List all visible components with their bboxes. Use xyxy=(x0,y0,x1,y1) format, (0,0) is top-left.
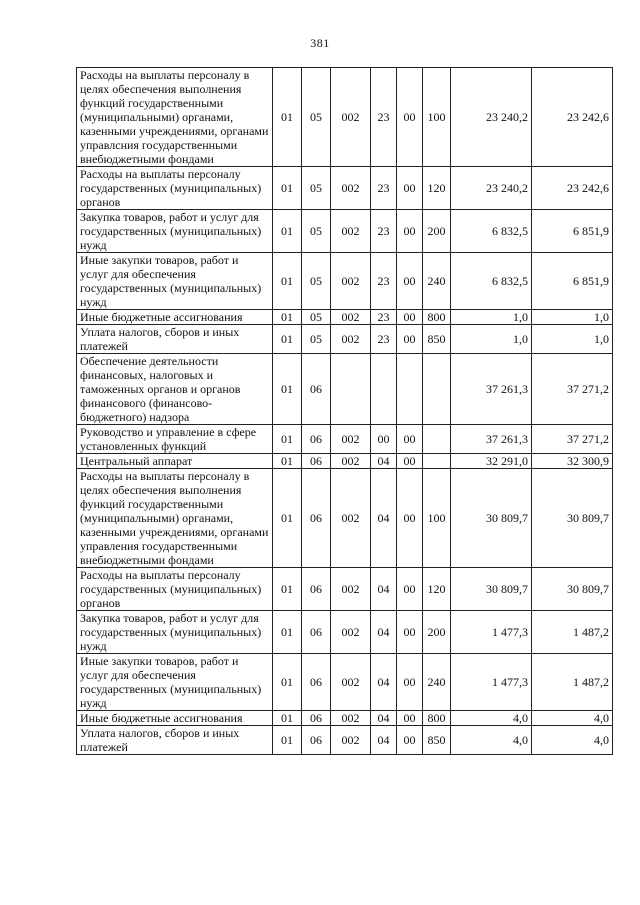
cell-c1: 002 xyxy=(331,310,371,325)
cell-pr: 06 xyxy=(302,611,331,654)
table-row xyxy=(77,425,613,454)
cell-c2: 04 xyxy=(371,469,397,568)
cell-c2: 23 xyxy=(371,68,397,167)
cell-c3: 00 xyxy=(397,325,423,354)
cell-v1: 37 261,3 xyxy=(451,425,532,454)
cell-c3: 00 xyxy=(397,711,423,726)
row-name: Закупка товаров, работ и услуг для государственных (муниципальных) нужд xyxy=(77,611,273,654)
cell-c3: 00 xyxy=(397,68,423,167)
cell-c1 xyxy=(331,354,371,425)
cell-vr xyxy=(423,354,451,425)
cell-c1: 002 xyxy=(331,454,371,469)
cell-c3: 00 xyxy=(397,568,423,611)
cell-v2: 1,0 xyxy=(532,325,613,354)
cell-pr: 05 xyxy=(302,68,331,167)
cell-c1: 002 xyxy=(331,654,371,711)
cell-c2: 23 xyxy=(371,325,397,354)
row-name: Иные закупки товаров, работ и услуг для обеспечения государственных (муниципальных) нужд xyxy=(77,253,273,310)
cell-v2: 1,0 xyxy=(532,310,613,325)
cell-rz: 01 xyxy=(273,726,302,755)
cell-rz: 01 xyxy=(273,68,302,167)
cell-vr: 200 xyxy=(423,210,451,253)
row-name: Руководство и управление в сфере установленных функций xyxy=(77,425,273,454)
row-name: Расходы на выплаты персоналу в целях обеспечения выполнения функций государственными (муниципальными) органами, казенными учреждениями, органами управления государственными внебюджетными фондами xyxy=(77,469,273,568)
cell-c2: 04 xyxy=(371,454,397,469)
cell-c2: 04 xyxy=(371,654,397,711)
cell-vr: 800 xyxy=(423,711,451,726)
cell-rz: 01 xyxy=(273,210,302,253)
budget-table xyxy=(76,67,613,755)
table-row xyxy=(77,310,613,325)
cell-c3: 00 xyxy=(397,611,423,654)
cell-rz: 01 xyxy=(273,454,302,469)
row-name: Обеспечение деятельности финансовых, налоговых и таможенных органов и органов финансового (финансово-бюджетного) надзора xyxy=(77,354,273,425)
cell-c2: 04 xyxy=(371,611,397,654)
cell-rz: 01 xyxy=(273,469,302,568)
cell-vr: 240 xyxy=(423,253,451,310)
cell-c3: 00 xyxy=(397,167,423,210)
cell-pr: 06 xyxy=(302,726,331,755)
cell-pr: 05 xyxy=(302,325,331,354)
table-row xyxy=(77,210,613,253)
cell-vr xyxy=(423,425,451,454)
cell-rz: 01 xyxy=(273,325,302,354)
cell-v1: 6 832,5 xyxy=(451,210,532,253)
cell-vr: 100 xyxy=(423,68,451,167)
cell-v2: 30 809,7 xyxy=(532,469,613,568)
cell-v2: 37 271,2 xyxy=(532,425,613,454)
cell-rz: 01 xyxy=(273,711,302,726)
cell-c1: 002 xyxy=(331,325,371,354)
cell-v1: 30 809,7 xyxy=(451,469,532,568)
cell-v2: 23 242,6 xyxy=(532,68,613,167)
cell-v2: 1 487,2 xyxy=(532,611,613,654)
cell-c3: 00 xyxy=(397,654,423,711)
row-name: Центральный аппарат xyxy=(77,454,273,469)
cell-c2: 23 xyxy=(371,167,397,210)
cell-c2: 23 xyxy=(371,310,397,325)
cell-c2: 23 xyxy=(371,210,397,253)
cell-c2: 23 xyxy=(371,253,397,310)
cell-v1: 6 832,5 xyxy=(451,253,532,310)
cell-v1: 4,0 xyxy=(451,726,532,755)
cell-v2: 32 300,9 xyxy=(532,454,613,469)
cell-rz: 01 xyxy=(273,425,302,454)
cell-v2: 6 851,9 xyxy=(532,210,613,253)
cell-v1: 1 477,3 xyxy=(451,611,532,654)
cell-pr: 06 xyxy=(302,568,331,611)
cell-c1: 002 xyxy=(331,253,371,310)
cell-v1: 37 261,3 xyxy=(451,354,532,425)
cell-rz: 01 xyxy=(273,253,302,310)
cell-v2: 30 809,7 xyxy=(532,568,613,611)
table-row xyxy=(77,68,613,167)
cell-c1: 002 xyxy=(331,167,371,210)
table-row xyxy=(77,454,613,469)
cell-c2: 04 xyxy=(371,568,397,611)
table-row xyxy=(77,354,613,425)
cell-c1: 002 xyxy=(331,425,371,454)
cell-vr: 120 xyxy=(423,167,451,210)
cell-pr: 06 xyxy=(302,354,331,425)
cell-pr: 05 xyxy=(302,167,331,210)
cell-pr: 06 xyxy=(302,425,331,454)
cell-v1: 30 809,7 xyxy=(451,568,532,611)
cell-c2: 00 xyxy=(371,425,397,454)
cell-c2: 04 xyxy=(371,711,397,726)
page-number: 381 xyxy=(310,36,330,50)
table-row xyxy=(77,253,613,310)
cell-rz: 01 xyxy=(273,354,302,425)
cell-v2: 37 271,2 xyxy=(532,354,613,425)
cell-v1: 4,0 xyxy=(451,711,532,726)
cell-v1: 1,0 xyxy=(451,310,532,325)
cell-v1: 32 291,0 xyxy=(451,454,532,469)
cell-v1: 1 477,3 xyxy=(451,654,532,711)
cell-v2: 6 851,9 xyxy=(532,253,613,310)
table-row xyxy=(77,469,613,568)
cell-c2 xyxy=(371,354,397,425)
cell-v2: 4,0 xyxy=(532,726,613,755)
row-name: Расходы на выплаты персоналу в целях обеспечения выполнения функций государственными (муниципальными) органами, казенными учреждениями, органами управлсния государственными внебюджетными фондами xyxy=(77,68,273,167)
cell-c1: 002 xyxy=(331,68,371,167)
cell-c1: 002 xyxy=(331,611,371,654)
cell-vr: 800 xyxy=(423,310,451,325)
cell-c3: 00 xyxy=(397,210,423,253)
cell-v1: 1,0 xyxy=(451,325,532,354)
cell-rz: 01 xyxy=(273,611,302,654)
cell-c1: 002 xyxy=(331,469,371,568)
cell-c3: 00 xyxy=(397,454,423,469)
row-name: Расходы на выплаты персоналу государственных (муниципальных) органов xyxy=(77,167,273,210)
cell-pr: 06 xyxy=(302,711,331,726)
cell-c1: 002 xyxy=(331,568,371,611)
cell-c1: 002 xyxy=(331,711,371,726)
row-name: Иные бюджетные ассигнования xyxy=(77,310,273,325)
cell-c1: 002 xyxy=(331,210,371,253)
cell-v1: 23 240,2 xyxy=(451,68,532,167)
row-name: Уплата налогов, сборов и иных платежей xyxy=(77,726,273,755)
table-row xyxy=(77,611,613,654)
cell-c3: 00 xyxy=(397,469,423,568)
cell-c3: 00 xyxy=(397,253,423,310)
cell-pr: 05 xyxy=(302,210,331,253)
table-row xyxy=(77,726,613,755)
cell-vr: 850 xyxy=(423,726,451,755)
cell-c1: 002 xyxy=(331,726,371,755)
table-row xyxy=(77,654,613,711)
cell-v2: 23 242,6 xyxy=(532,167,613,210)
cell-c3: 00 xyxy=(397,310,423,325)
table-row xyxy=(77,167,613,210)
cell-vr: 850 xyxy=(423,325,451,354)
cell-pr: 05 xyxy=(302,253,331,310)
cell-pr: 06 xyxy=(302,654,331,711)
cell-rz: 01 xyxy=(273,654,302,711)
cell-vr: 200 xyxy=(423,611,451,654)
cell-rz: 01 xyxy=(273,568,302,611)
row-name: Иные бюджетные ассигнования xyxy=(77,711,273,726)
table-row xyxy=(77,325,613,354)
cell-c3 xyxy=(397,354,423,425)
cell-v2: 1 487,2 xyxy=(532,654,613,711)
cell-pr: 06 xyxy=(302,469,331,568)
cell-vr: 100 xyxy=(423,469,451,568)
row-name: Закупка товаров, работ и услуг для государственных (муниципальных) нужд xyxy=(77,210,273,253)
cell-v1: 23 240,2 xyxy=(451,167,532,210)
cell-c2: 04 xyxy=(371,726,397,755)
row-name: Уплата налогов, сборов и иных платежей xyxy=(77,325,273,354)
cell-v2: 4,0 xyxy=(532,711,613,726)
cell-c3: 00 xyxy=(397,726,423,755)
cell-vr: 240 xyxy=(423,654,451,711)
cell-rz: 01 xyxy=(273,167,302,210)
row-name: Иные закупки товаров, работ и услуг для обеспечения государственных (муниципальных) нужд xyxy=(77,654,273,711)
table-row xyxy=(77,711,613,726)
cell-rz: 01 xyxy=(273,310,302,325)
table-row xyxy=(77,568,613,611)
cell-vr: 120 xyxy=(423,568,451,611)
cell-pr: 05 xyxy=(302,310,331,325)
cell-c3: 00 xyxy=(397,425,423,454)
row-name: Расходы на выплаты персоналу государственных (муниципальных) органов xyxy=(77,568,273,611)
cell-pr: 06 xyxy=(302,454,331,469)
cell-vr xyxy=(423,454,451,469)
